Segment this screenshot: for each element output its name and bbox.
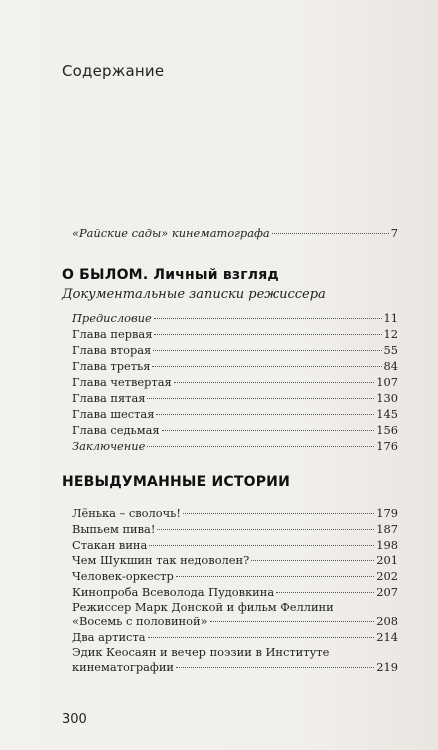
- toc-entry-page: 187: [376, 522, 398, 536]
- section-title-1: О БЫЛОМ. Личный взгляд: [62, 267, 279, 283]
- leader-dots: [251, 560, 374, 561]
- toc-entry-page: 201: [376, 553, 398, 567]
- toc-entry-label: Глава третья: [72, 359, 151, 373]
- leader-dots: [174, 382, 375, 383]
- toc-entry-page: 202: [376, 569, 398, 583]
- toc-entry-label: Глава вторая: [72, 343, 152, 357]
- toc-entry: [72, 553, 398, 567]
- toc-entry-page: 84: [383, 359, 398, 373]
- leader-dots: [272, 233, 389, 234]
- toc-entry-page: 12: [383, 327, 398, 341]
- toc-entry-page: 11: [383, 311, 398, 325]
- toc-entry-label: Глава шестая: [72, 407, 155, 421]
- leader-dots: [176, 667, 374, 668]
- leader-dots: [183, 513, 374, 514]
- leader-dots: [148, 637, 375, 638]
- toc-entry: [72, 327, 398, 341]
- section-subtitle-1: Документальные записки режиссера: [62, 287, 326, 302]
- toc-entry-page: 219: [376, 660, 398, 674]
- toc-entry-label: Глава первая: [72, 327, 153, 341]
- toc-entry-label: Стакан вина: [72, 538, 148, 552]
- toc-entry: [72, 375, 398, 389]
- leader-dots: [149, 545, 374, 546]
- toc-entry-label-line2: «Восемь с половиной»: [72, 614, 208, 628]
- toc-entry-label: Лёнька – сволочь!: [72, 506, 181, 520]
- toc-entry: [72, 506, 398, 520]
- toc-entry-page: 179: [376, 506, 398, 520]
- toc-entry-page: 208: [376, 614, 398, 628]
- toc-entry: [72, 423, 398, 437]
- toc-entry: [72, 343, 398, 357]
- page-number: 300: [62, 712, 87, 727]
- toc-entry-label: Заключение: [72, 439, 146, 453]
- toc-entry-page: 176: [376, 439, 398, 453]
- toc-entry: [72, 614, 398, 628]
- toc-entry: [72, 311, 398, 325]
- toc-entry-label: Чем Шукшин так недоволен?: [72, 553, 250, 567]
- toc-entry-label: Глава четвертая: [72, 375, 172, 389]
- toc-entry: [72, 585, 398, 599]
- toc-entry: [72, 359, 398, 373]
- toc-entry: [72, 569, 398, 583]
- leader-dots: [157, 529, 374, 530]
- toc-entry-page: 156: [376, 423, 398, 437]
- toc-entry: [72, 630, 398, 644]
- leader-dots: [147, 446, 374, 447]
- toc-entry-label: Выпьем пива!: [72, 522, 156, 536]
- toc-entry-page: 198: [376, 538, 398, 552]
- toc-entry-label: «Райские сады» кинематографа: [72, 226, 270, 240]
- toc-entry: [72, 522, 398, 536]
- toc-entry-page: 145: [376, 407, 398, 421]
- leader-dots: [276, 592, 374, 593]
- toc-entry-label: Глава седьмая: [72, 423, 160, 437]
- leader-dots: [156, 414, 374, 415]
- toc-entry-label-line2: кинематографии: [72, 660, 175, 674]
- leader-dots: [210, 621, 375, 622]
- leader-dots: [153, 350, 381, 351]
- toc-entry-label-line1: Эдик Кеосаян и вечер поэзии в Институте: [72, 645, 330, 659]
- toc-entry-page: 130: [376, 391, 398, 405]
- toc-entry-label: Человек-оркестр: [72, 569, 174, 583]
- toc-entry-page: 214: [376, 630, 398, 644]
- leader-dots: [176, 576, 375, 577]
- toc-entry-page: 7: [390, 226, 398, 240]
- toc-entry-label-line1: Режиссер Марк Донской и фильм Феллини: [72, 600, 334, 614]
- leader-dots: [154, 334, 381, 335]
- toc-entry: [72, 391, 398, 405]
- toc-entry-label: Два артиста: [72, 630, 146, 644]
- toc-entry-page: 207: [376, 585, 398, 599]
- toc-entry-page: 107: [376, 375, 398, 389]
- toc-entry: [72, 660, 398, 674]
- toc-entry: [72, 407, 398, 421]
- leader-dots: [162, 430, 375, 431]
- toc-entry-page: 55: [383, 343, 398, 357]
- section-title-2: НЕВЫДУМАННЫЕ ИСТОРИИ: [62, 474, 290, 490]
- toc-entry: [72, 538, 398, 552]
- leader-dots: [147, 398, 374, 399]
- leader-dots: [152, 366, 381, 367]
- toc-entry-intro: [72, 226, 398, 240]
- toc-entry: [72, 439, 398, 453]
- toc-title: Содержание: [62, 62, 165, 80]
- toc-entry-label: Глава пятая: [72, 391, 146, 405]
- toc-entry-label: Предисловие: [72, 311, 152, 325]
- toc-entry-label: Кинопроба Всеволода Пудовкина: [72, 585, 275, 599]
- leader-dots: [154, 318, 382, 319]
